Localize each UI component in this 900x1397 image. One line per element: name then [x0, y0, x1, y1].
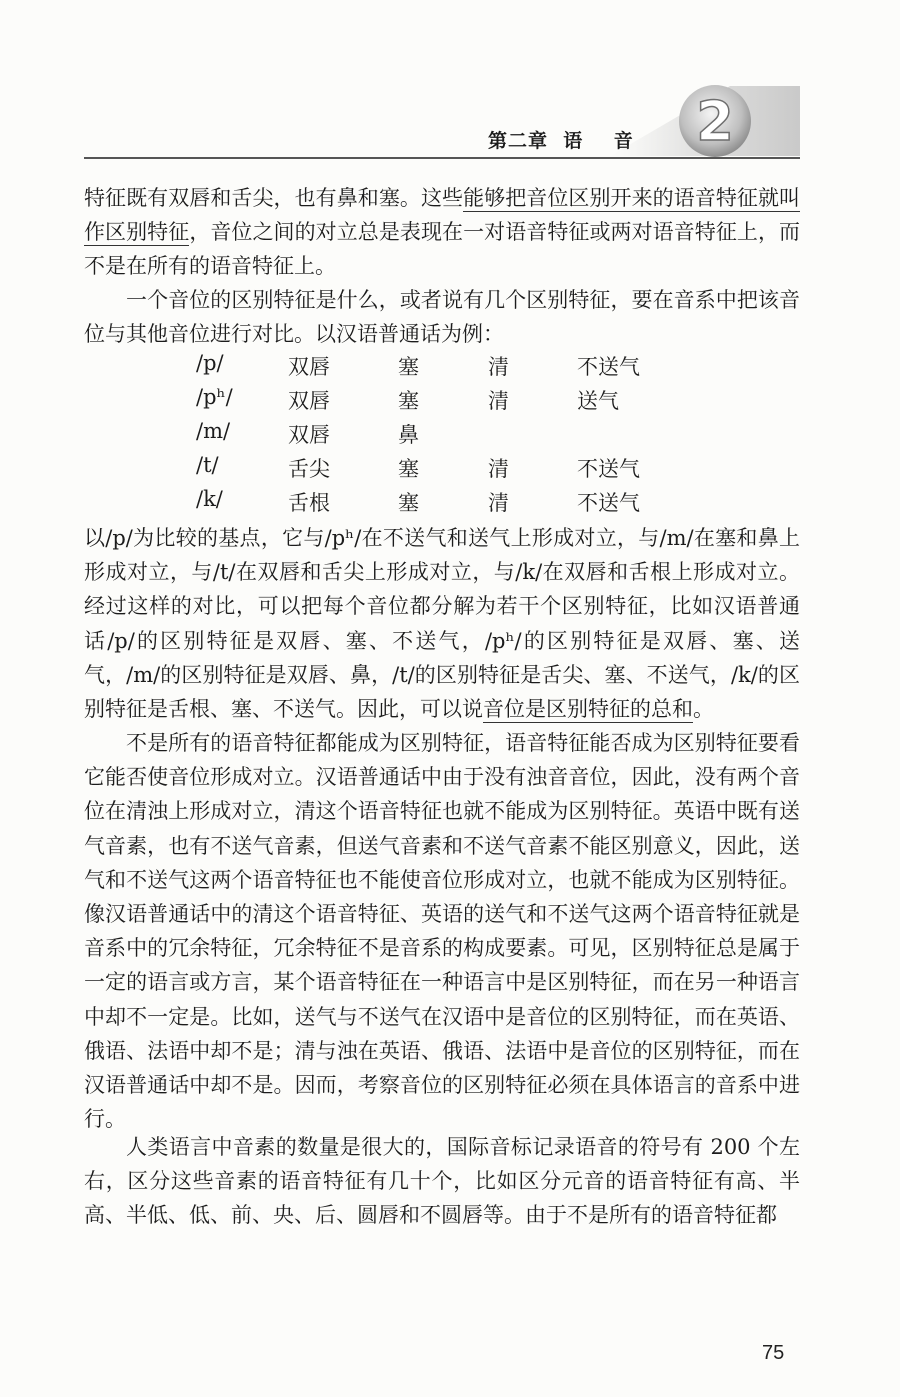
phoneme-cell: /pʰ/: [196, 385, 233, 409]
phoneme-cell: /p/: [196, 351, 224, 375]
table-row: [0, 453, 900, 487]
place-cell: 舌根: [288, 491, 330, 515]
aspiration-cell: 不送气: [577, 457, 640, 481]
voicing-cell: 清: [488, 491, 509, 515]
paragraph-1-text-b: ，音位之间的对立总是表现在一对语音特征或两对语音特征上，而不是在所有的语音特征上。: [84, 220, 801, 279]
chapter-number: 2: [696, 90, 734, 153]
aspiration-cell: 不送气: [577, 491, 640, 515]
paragraph-3: [84, 521, 800, 726]
table-row: [0, 351, 900, 385]
voicing-cell: 清: [488, 389, 509, 413]
paragraph-2-text: 一个音位的区别特征是什么，或者说有几个区别特征，要在音系中把该音位与其他音位进行对比。以汉语普通话为例：: [84, 288, 800, 347]
manner-cell: 塞: [398, 355, 419, 379]
paragraph-4-text: 不是所有的语音特征都能成为区别特征，语音特征能否成为区别特征要看它能否使音位形成对立。汉语普通话中由于没有浊音音位，因此，没有两个音位在清浊上形成对立，清这个语音特征也就不能成为区别特征。英语中既有送气音素，也有不送气音素，但送气音素和不送气音素不能区别意义，因此，送气和不送气这两个语音特征也不能使音位形成对立，也就不能成为区别特征。像汉语普通话中的清这个语音特征、英语的送气和不送气这两个语音特征就是音系中的冗余特征，冗余特征不是音系的构成要素。可见，区别特征总是属于一定的语言或方言，某个语音特征在一种语言中是区别特征，而在另一种语言中却不一定是。比如，送气与不送气在汉语中是音位的区别特征，而在英语、俄语、法语中却不是；清与浊在英语、俄语、法语中是音位的区别特征，而在汉语普通话中却不是。因而，考察音位的区别特征必须在具体语言的音系中进行。: [84, 731, 800, 1132]
table-row: [0, 419, 900, 453]
conclusion-underline: 音位是区别特征的总和: [483, 697, 693, 722]
paragraph-4: [84, 726, 800, 1136]
definition-underline: 能够把音位区别开来的语音特征就叫作区别特征: [84, 186, 801, 245]
paragraph-2: [84, 283, 800, 351]
phoneme-cell: /k/: [196, 487, 223, 511]
voicing-cell: 清: [488, 355, 509, 379]
place-cell: 双唇: [288, 423, 330, 447]
paragraph-3-text-b: 。: [693, 697, 714, 722]
manner-cell: 鼻: [398, 423, 419, 447]
place-cell: 舌尖: [288, 457, 330, 481]
aspiration-cell: 送气: [577, 389, 619, 413]
voicing-cell: 清: [488, 457, 509, 481]
paragraph-1-text-a: 特征既有双唇和舌尖，也有鼻和塞。这些: [84, 186, 464, 210]
phoneme-cell: /t/: [196, 453, 219, 477]
chapter-number-badge: [610, 76, 800, 158]
table-row: [0, 385, 900, 419]
paragraph-5-text: 人类语言中音素的数量是很大的，国际音标记录语音的符号有 200 个左右，区分这些音素的语音特征有几十个，比如区分元音的语音特征有高、半高、半低、低、前、央、后、圆唇和不圆唇等。由于不是所有的语音特征都: [84, 1135, 800, 1228]
manner-cell: 塞: [398, 389, 419, 413]
page-number: 75: [762, 1342, 785, 1364]
manner-cell: 塞: [398, 457, 419, 481]
manner-cell: 塞: [398, 491, 419, 515]
page-header: [0, 0, 900, 165]
phoneme-cell: /m/: [196, 419, 231, 443]
place-cell: 双唇: [288, 389, 330, 413]
aspiration-cell: 不送气: [577, 355, 640, 379]
chapter-title: 第二章 语 音: [488, 130, 634, 152]
place-cell: 双唇: [288, 355, 330, 379]
table-row: [0, 487, 900, 521]
paragraph-3-text-a: 以/p/为比较的基点，它与/pʰ/在不送气和送气上形成对立，与/m/在塞和鼻上形成对立，与/t/在双唇和舌尖上形成对立，与/k/在双唇和舌根上形成对立。经过这样的对比，可以把每个音位都分解为若干个区别特征，比如汉语普通话/p/的区别特征是双唇、塞、不送气，/pʰ/的区别特征是双唇、塞、送气，/m/的区别特征是双唇、鼻，/t/的区别特征是舌尖、塞、不送气，/k/的区别特征是舌根、塞、不送气。因此，可以说: [84, 526, 800, 722]
paragraph-1: [84, 181, 800, 284]
paragraph-5: [84, 1130, 800, 1233]
